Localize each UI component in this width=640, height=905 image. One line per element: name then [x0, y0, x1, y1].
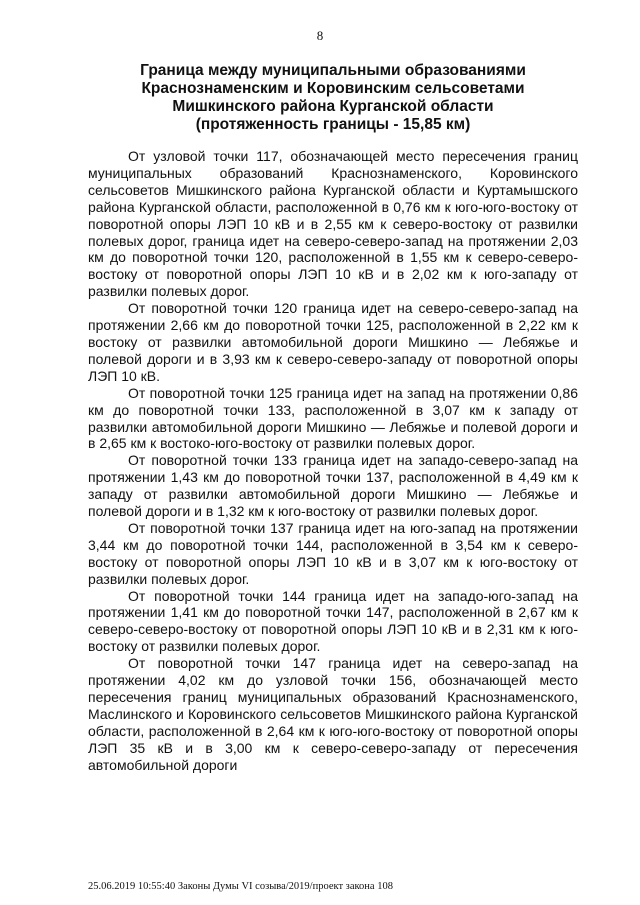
title-line-4: (протяженность границы - 15,85 км) [195, 116, 471, 133]
paragraph: От поворотной точки 125 граница идет на запад на протяжении 0,86 км до поворотной точки 133, расположенной в 3,07 км к западу от развилки автомобильной дороги Мишкино — Лебяжье и полевой дороги и в 2,65 км к востоко-юго-востоку от развилки полевых дорог. [88, 384, 578, 452]
paragraph: От поворотной точки 137 граница идет на юго-запад на протяжении 3,44 км до поворотной точки 144, расположенной в 3,54 км к северо-востоку от поворотной опоры ЛЭП 10 кВ и в 3,07 км к юго-востоку от развилки полевых дорог. [88, 519, 578, 587]
document-body [88, 148, 578, 774]
paragraph: От поворотной точки 120 граница идет на северо-северо-запад на протяжении 2,66 км до поворотной точки 125, расположенной в 2,22 км к востоку от развилки автомобильной дороги Мишкино — Лебяжье и полевой дороги и в 3,93 км к северо-северо-западу от поворотной опоры ЛЭП 10 кВ. [88, 300, 578, 384]
paragraph: От узловой точки 117, обозначающей место пересечения границ муниципальных образований Краснознаменского, Коровинского сельсоветов Мишкинского района Курганской области и Куртамышского района Курганской области, расположенной в 0,76 км к юго-юго-востоку от поворотной опоры ЛЭП 10 кВ и в 2,55 км к северо-востоку от развилки полевых дорог, граница идет на северо-северо-запад на протяжении 2,03 км до поворотной точки 120, расположенной в 1,55 км к северо-северо-востоку от поворотной опоры ЛЭП 10 кВ и в 2,02 км к юго-западу от развилки полевых дорог. [88, 148, 578, 300]
title-line-2: Краснознаменским и Коровинским сельсоветами [141, 80, 525, 97]
title-line-3: Мишкинского района Курганской области [172, 98, 494, 115]
page-number: 8 [316, 28, 324, 43]
footer-file-path: 25.06.2019 10:55:40 Законы Думы VI созыва/2019/проект закона 108 [88, 881, 393, 892]
document-title [88, 62, 578, 134]
paragraph: От поворотной точки 133 граница идет на западо-северо-запад на протяжении 1,43 км до поворотной точки 137, расположенной в 4,49 км к западу от развилки автомобильной дороги Мишкино — Лебяжье и полевой дороги и в 1,32 км к юго-востоку от развилки полевых дорог. [88, 452, 578, 520]
paragraph: От поворотной точки 147 граница идет на северо-запад на протяжении 4,02 км до узловой точки 156, обозначающей место пересечения границ муниципальных образований Краснознаменского, Маслинского и Коровинского сельсоветов Мишкинского района Курганской области, расположенной в 2,64 км к юго-юго-востоку от поворотной опоры ЛЭП 35 кВ и в 3,00 км к северо-северо-западу от пересечения автомобильной дороги [88, 655, 578, 773]
title-line-1: Граница между муниципальными образованиями [140, 62, 526, 79]
paragraph: От поворотной точки 144 граница идет на западо-юго-запад на протяжении 1,41 км до поворотной точки 147, расположенной в 2,67 км к северо-северо-востоку от поворотной опоры ЛЭП 10 кВ и в 2,31 км к юго-востоку от развилки полевых дорог. [88, 587, 578, 655]
